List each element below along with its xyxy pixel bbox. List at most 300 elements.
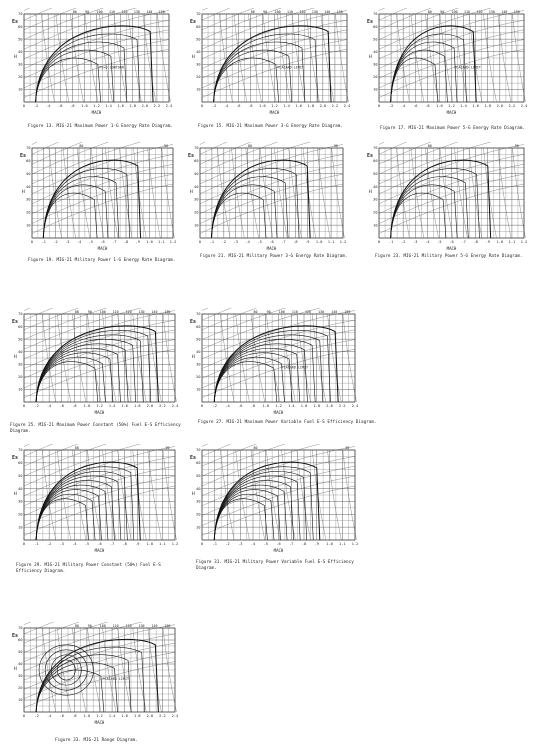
- x-tick-label: .9: [485, 240, 490, 244]
- y-tick-label: 70: [18, 626, 23, 631]
- h-axis-label: H: [14, 355, 17, 360]
- top-tick-label: 140: [501, 10, 508, 14]
- chart-canvas: [10, 308, 178, 416]
- x-tick-label: .4: [47, 404, 52, 408]
- y-tick-label: 50: [18, 650, 23, 655]
- x-tick-label: .1: [34, 542, 39, 546]
- figure-27-chart: [188, 308, 358, 416]
- x-tick-label: 1.0: [315, 240, 323, 244]
- figure-13-chart: [10, 8, 172, 116]
- x-tick-label: 1.2: [339, 240, 346, 244]
- x-tick-label: .9: [135, 542, 140, 546]
- figure-21-chart: [186, 142, 346, 252]
- es-axis-label: Es: [190, 455, 197, 461]
- y-tick-label: 20: [18, 686, 23, 691]
- h-axis-label: H: [14, 667, 17, 672]
- chart-annotation: PLACARD LIMIT: [277, 65, 304, 70]
- y-tick-label: 70: [18, 312, 23, 317]
- top-tick-label: 110: [464, 10, 471, 14]
- x-tick-label: 1.2: [96, 404, 103, 408]
- y-tick-label: 30: [194, 197, 199, 202]
- y-tick-label: 60: [196, 324, 201, 329]
- x-tick-label: 2.0: [146, 714, 154, 718]
- x-tick-label: 1.1: [159, 542, 166, 546]
- figure-29-caption: Figure 29. MIG-21 Military Power Constant (50%) Fuel E-S Efficiency Diagram.: [16, 563, 161, 574]
- x-tick-label: .8: [123, 240, 129, 244]
- figure-25-caption: Figure 25. MIG-21 Maximum Power Constant (50%) Fuel E-S Efficiency Diagram.: [10, 423, 181, 434]
- y-tick-label: 70: [373, 12, 378, 17]
- x-tick-label: .4: [250, 542, 256, 546]
- x-tick-label: .6: [449, 240, 454, 244]
- top-tick-label: 100: [99, 310, 106, 314]
- y-tick-label: 40: [196, 349, 201, 354]
- top-tick-label: 120: [305, 310, 311, 314]
- y-tick-label: 70: [373, 146, 378, 151]
- x-tick-label: .4: [46, 104, 51, 108]
- y-tick-label: 60: [196, 24, 201, 29]
- y-tick-label: 30: [196, 62, 201, 67]
- es-axis-label: Es: [12, 633, 19, 639]
- x-tick-label: 1.2: [169, 240, 176, 244]
- x-tick-label: 0: [22, 542, 26, 546]
- x-tick-label: .5: [437, 240, 442, 244]
- figure-19-caption: Figure 19. MIG-21 Military Power 1-G Energy Rate Diagram.: [28, 258, 176, 263]
- x-tick-label: 0: [200, 542, 204, 546]
- top-tick-label: 80: [427, 144, 432, 148]
- x-tick-label: 2.4: [165, 104, 172, 108]
- chart-annotation: PS=0 CONTOUR: [99, 65, 124, 70]
- x-tick-label: .8: [72, 404, 77, 408]
- y-tick-label: 70: [196, 448, 201, 453]
- x-tick-label: 1.6: [121, 714, 128, 718]
- chart-canvas: [188, 8, 350, 116]
- x-tick-label: .3: [233, 240, 238, 244]
- y-tick-label: 30: [18, 62, 23, 67]
- x-tick-label: 1.6: [117, 104, 124, 108]
- top-tick-label: 90: [85, 10, 90, 14]
- h-axis-label: H: [22, 190, 25, 195]
- ps-contour: [36, 34, 140, 102]
- y-tick-label: 60: [194, 159, 199, 164]
- x-tick-label: .9: [314, 542, 319, 546]
- y-tick-label: 50: [196, 337, 201, 342]
- x-tick-label: .6: [59, 714, 64, 718]
- x-tick-label: 1.4: [460, 104, 467, 108]
- x-tick-label: 0: [22, 714, 26, 718]
- chart-canvas: [186, 142, 346, 252]
- top-tick-label: 140: [146, 10, 153, 14]
- top-tick-label: 130: [138, 624, 145, 628]
- ps-contour: [214, 485, 287, 540]
- x-tick-label: .2: [211, 104, 217, 108]
- top-tick-label: 150: [158, 10, 165, 14]
- x-tick-label: 2.0: [141, 104, 149, 108]
- y-tick-label: 40: [196, 486, 201, 491]
- ps-contour: [36, 485, 108, 540]
- chart-canvas: [365, 8, 527, 116]
- y-tick-label: 10: [18, 87, 23, 92]
- y-tick-label: 50: [18, 337, 23, 342]
- x-tick-label: 1.4: [105, 104, 112, 108]
- x-tick-label: 1.0: [81, 104, 88, 108]
- y-tick-label: 20: [18, 375, 23, 380]
- figure-13-caption: Figure 13. MIG-21 Maximum Power 1-G Energy Rate Diagram.: [28, 124, 173, 129]
- x-tick-label: .4: [72, 542, 77, 546]
- es-axis-label: Es: [20, 153, 27, 159]
- x-tick-label: 1.0: [326, 542, 333, 546]
- top-tick-label: 90: [440, 10, 445, 14]
- top-tick-label: 110: [112, 310, 119, 314]
- y-tick-label: 10: [373, 223, 378, 228]
- top-tick-label: 130: [488, 10, 495, 14]
- y-tick-label: 60: [18, 324, 23, 329]
- chart-canvas: [188, 308, 358, 416]
- top-tick-label: 140: [331, 310, 338, 314]
- x-tick-label: .3: [59, 542, 64, 546]
- x-tick-label: 0: [200, 104, 204, 108]
- mach-axis-label: MACH: [94, 720, 105, 725]
- x-tick-label: .9: [135, 240, 140, 244]
- y-tick-label: 50: [194, 171, 199, 176]
- x-tick-label: 0: [198, 240, 202, 244]
- top-tick-label: 150: [344, 310, 351, 314]
- x-tick-label: .7: [109, 542, 115, 546]
- y-tick-label: 20: [196, 375, 201, 380]
- x-tick-label: 0: [30, 240, 34, 244]
- x-tick-label: 1.2: [171, 542, 178, 546]
- h-axis-label: H: [14, 492, 17, 497]
- top-tick-label: 80: [74, 446, 79, 450]
- top-tick-label: 80: [427, 10, 432, 14]
- mach-axis-label: MACH: [269, 110, 280, 115]
- x-tick-label: .3: [238, 542, 243, 546]
- top-tick-label: 100: [96, 10, 103, 14]
- top-tick-label: 130: [318, 310, 325, 314]
- x-tick-label: .4: [76, 240, 82, 244]
- y-tick-label: 60: [18, 638, 23, 643]
- x-tick-label: 1.0: [262, 404, 269, 408]
- x-tick-label: .1: [209, 240, 215, 244]
- x-tick-label: 1.2: [93, 104, 100, 108]
- x-tick-label: .6: [236, 104, 241, 108]
- y-tick-label: 10: [18, 525, 23, 530]
- ps-contour: [214, 490, 280, 540]
- y-tick-label: 10: [26, 223, 31, 228]
- chart-canvas: [188, 444, 358, 554]
- y-tick-label: 50: [373, 37, 378, 42]
- x-tick-label: 2.4: [171, 404, 178, 408]
- h-axis-label: H: [369, 55, 372, 60]
- x-tick-label: 2.0: [146, 404, 154, 408]
- y-tick-label: 30: [26, 197, 31, 202]
- x-tick-label: .5: [263, 542, 268, 546]
- x-tick-label: .6: [58, 104, 63, 108]
- y-tick-label: 70: [194, 146, 199, 151]
- top-tick-label: 120: [299, 10, 306, 14]
- x-tick-label: 2.2: [153, 104, 161, 108]
- top-tick-label: 130: [133, 10, 140, 14]
- chart-canvas: [10, 622, 178, 726]
- y-tick-label: 30: [18, 362, 23, 367]
- y-tick-label: 70: [18, 448, 23, 453]
- y-tick-label: 70: [26, 146, 31, 151]
- top-tick-label: 90: [263, 10, 268, 14]
- y-tick-label: 30: [196, 499, 201, 504]
- y-tick-label: 20: [196, 512, 201, 517]
- h-axis-label: H: [369, 190, 372, 195]
- x-tick-label: .6: [413, 104, 418, 108]
- x-tick-label: .2: [47, 542, 52, 546]
- top-tick-label: 80: [74, 310, 79, 314]
- y-tick-label: 30: [373, 62, 378, 67]
- x-tick-label: .6: [269, 240, 274, 244]
- x-tick-label: .1: [41, 240, 46, 244]
- x-tick-label: .6: [100, 240, 105, 244]
- h-axis-label: H: [190, 190, 193, 195]
- h-axis-label: H: [192, 355, 195, 360]
- x-tick-label: .4: [425, 240, 430, 244]
- chart-canvas: [10, 8, 172, 116]
- top-tick-label: 120: [125, 624, 132, 628]
- ps-contour: [391, 50, 448, 102]
- mach-axis-label: MACH: [273, 548, 284, 553]
- x-tick-label: .7: [461, 240, 466, 244]
- x-tick-label: 1.0: [436, 104, 443, 108]
- mach-axis-label: MACH: [94, 548, 105, 553]
- top-tick-label: 90: [266, 310, 271, 314]
- figure-33-caption: Figure 33. MIG-21 Range Diagram.: [55, 738, 138, 743]
- y-tick-label: 20: [196, 75, 201, 80]
- x-tick-label: 0: [377, 104, 381, 108]
- x-tick-label: .4: [245, 240, 250, 244]
- mach-axis-label: MACH: [91, 110, 102, 115]
- es-axis-label: Es: [367, 153, 374, 159]
- x-tick-label: .2: [401, 240, 406, 244]
- x-tick-label: .6: [238, 404, 243, 408]
- top-tick-label: 90: [165, 446, 170, 450]
- top-tick-label: 110: [109, 10, 116, 14]
- y-tick-label: 50: [373, 171, 378, 176]
- y-tick-label: 10: [18, 698, 23, 703]
- x-tick-label: .4: [225, 404, 230, 408]
- top-tick-label: 140: [151, 310, 158, 314]
- es-axis-label: Es: [12, 319, 19, 325]
- top-tick-label: 80: [72, 10, 77, 14]
- top-tick-label: 90: [333, 144, 338, 148]
- top-tick-label: 140: [324, 10, 331, 14]
- top-tick-label: 150: [513, 10, 520, 14]
- figure-25-chart: [10, 308, 178, 416]
- top-tick-label: 130: [138, 310, 145, 314]
- es-axis-label: Es: [12, 455, 19, 461]
- top-tick-label: 80: [253, 310, 258, 314]
- y-tick-label: 50: [18, 37, 23, 42]
- y-tick-label: 10: [18, 387, 23, 392]
- top-tick-label: 100: [451, 10, 458, 14]
- x-tick-label: 1.2: [275, 404, 282, 408]
- figure-21-caption: Figure 21. MIG-21 Military Power 3-G Energy Rate Diagram.: [200, 254, 348, 259]
- x-tick-label: 1.8: [307, 104, 314, 108]
- top-tick-label: 80: [74, 624, 79, 628]
- ps-contour: [36, 335, 143, 402]
- top-tick-label: 100: [278, 310, 285, 314]
- chart-canvas: [365, 142, 527, 252]
- x-tick-label: 1.4: [108, 714, 116, 718]
- top-tick-label: 120: [125, 310, 132, 314]
- x-tick-label: 1.0: [146, 542, 154, 546]
- y-tick-label: 30: [373, 197, 378, 202]
- x-tick-label: 2.4: [351, 404, 358, 408]
- top-tick-label: 80: [250, 10, 255, 14]
- y-tick-label: 50: [196, 37, 201, 42]
- mach-axis-label: MACH: [97, 246, 108, 251]
- top-tick-label: 130: [311, 10, 318, 14]
- y-tick-label: 20: [194, 210, 199, 215]
- es-axis-label: Es: [188, 153, 195, 159]
- x-tick-label: 2.0: [496, 104, 504, 108]
- top-tick-label: 90: [345, 446, 350, 450]
- figure-19-chart: [18, 142, 176, 252]
- top-tick-label: 150: [336, 10, 343, 14]
- y-tick-label: 30: [18, 499, 23, 504]
- x-tick-label: .8: [248, 104, 253, 108]
- x-tick-label: 2.2: [339, 404, 346, 408]
- x-tick-label: .8: [293, 240, 298, 244]
- x-tick-label: 2.2: [159, 404, 166, 408]
- x-tick-label: 1.4: [288, 404, 295, 408]
- x-tick-label: .1: [212, 542, 217, 546]
- y-tick-label: 40: [18, 349, 23, 354]
- x-tick-label: .4: [224, 104, 229, 108]
- figure-15-chart: [188, 8, 350, 116]
- x-tick-label: .4: [401, 104, 406, 108]
- x-tick-label: .3: [65, 240, 70, 244]
- mach-axis-label: MACH: [94, 410, 105, 415]
- top-tick-label: 110: [291, 310, 298, 314]
- y-tick-label: 60: [373, 159, 378, 164]
- x-tick-label: 2.2: [331, 104, 339, 108]
- y-tick-label: 20: [26, 210, 31, 215]
- top-tick-label: 110: [112, 624, 119, 628]
- top-tick-label: 80: [253, 446, 258, 450]
- x-tick-label: .8: [72, 714, 77, 718]
- x-tick-label: .2: [212, 404, 217, 408]
- figure-27-caption: Figure 27. MIG-21 Maximum Power Variable Fuel E-S Efficiency Diagram.: [198, 420, 377, 425]
- top-tick-label: 150: [164, 624, 171, 628]
- x-tick-label: 1.0: [146, 240, 153, 244]
- x-tick-label: .9: [305, 240, 310, 244]
- y-tick-label: 70: [18, 12, 23, 17]
- x-tick-label: 1.8: [129, 104, 136, 108]
- x-tick-label: 0: [22, 104, 26, 108]
- x-tick-label: .8: [473, 240, 478, 244]
- es-axis-label: Es: [367, 19, 374, 25]
- chart-annotation: PLACARD LIMIT: [102, 677, 130, 682]
- y-tick-label: 20: [18, 512, 23, 517]
- y-tick-label: 40: [373, 184, 378, 189]
- x-tick-label: 1.8: [484, 104, 491, 108]
- y-tick-label: 40: [196, 49, 201, 54]
- top-tick-label: 110: [287, 10, 294, 14]
- x-tick-label: .5: [257, 240, 262, 244]
- x-tick-label: .5: [88, 240, 93, 244]
- x-tick-label: 0: [200, 404, 204, 408]
- y-tick-label: 30: [18, 674, 23, 679]
- x-tick-label: 1.2: [448, 104, 455, 108]
- x-tick-label: .6: [276, 542, 281, 546]
- x-tick-label: 1.0: [496, 240, 504, 244]
- top-tick-label: 90: [514, 144, 519, 148]
- x-tick-label: .2: [33, 104, 39, 108]
- x-tick-label: .2: [388, 104, 394, 108]
- x-tick-label: 2.0: [319, 104, 327, 108]
- y-tick-label: 10: [196, 525, 201, 530]
- h-axis-label: H: [192, 55, 195, 60]
- x-tick-label: .7: [289, 542, 294, 546]
- x-tick-label: 2.0: [326, 404, 333, 408]
- x-tick-label: 1.1: [508, 240, 516, 244]
- x-tick-label: 1.6: [472, 104, 479, 108]
- x-tick-label: .1: [388, 240, 394, 244]
- y-tick-label: 50: [26, 171, 31, 176]
- x-tick-label: 1.2: [96, 714, 103, 718]
- mach-axis-label: MACH: [273, 410, 284, 415]
- chart-canvas: [18, 142, 176, 252]
- y-tick-label: 50: [18, 473, 23, 478]
- es-axis-label: Es: [190, 319, 197, 325]
- x-tick-label: 1.1: [327, 240, 335, 244]
- figure-15-caption: Figure 15. MIG-21 Maximum Power 3-G Energy Rate Diagram.: [198, 124, 343, 129]
- y-tick-label: 60: [18, 461, 23, 466]
- x-tick-label: 2.2: [159, 714, 166, 718]
- mach-axis-label: MACH: [266, 246, 277, 251]
- y-tick-label: 10: [373, 87, 378, 92]
- x-tick-label: 1.8: [134, 404, 141, 408]
- x-tick-label: .3: [413, 240, 418, 244]
- x-tick-label: .8: [301, 542, 307, 546]
- y-tick-label: 50: [196, 473, 201, 478]
- y-tick-label: 20: [373, 210, 378, 215]
- top-tick-label: 80: [248, 144, 253, 148]
- x-tick-label: 1.0: [83, 404, 91, 408]
- x-tick-label: .8: [122, 542, 127, 546]
- x-tick-label: 1.2: [271, 104, 278, 108]
- x-tick-label: 1.8: [134, 714, 141, 718]
- x-tick-label: 1.6: [300, 404, 308, 408]
- x-tick-label: 1.1: [158, 240, 165, 244]
- figure-17-chart: [365, 8, 527, 116]
- top-tick-label: 120: [121, 10, 128, 14]
- x-tick-label: .2: [34, 404, 39, 408]
- x-tick-label: 1.0: [83, 714, 91, 718]
- mach-axis-label: MACH: [446, 246, 457, 251]
- x-tick-label: 2.4: [343, 104, 350, 108]
- y-tick-label: 40: [194, 184, 199, 189]
- x-tick-label: 1.2: [351, 542, 358, 546]
- top-tick-label: 90: [87, 624, 92, 628]
- x-tick-label: .8: [425, 104, 430, 108]
- figure-33-chart: [10, 622, 178, 726]
- figure-23-caption: Figure 23. MIG-21 Military Power 5-G Energy Rate Diagram.: [375, 254, 523, 259]
- y-tick-label: 20: [373, 75, 378, 80]
- x-tick-label: .2: [225, 542, 230, 546]
- x-tick-label: .6: [97, 542, 102, 546]
- chart-annotation: PLACARD LIMIT: [281, 365, 309, 370]
- x-tick-label: 1.8: [313, 404, 320, 408]
- top-tick-label: 140: [151, 624, 158, 628]
- figure-31-chart: [188, 444, 358, 554]
- es-axis-label: Es: [190, 19, 197, 25]
